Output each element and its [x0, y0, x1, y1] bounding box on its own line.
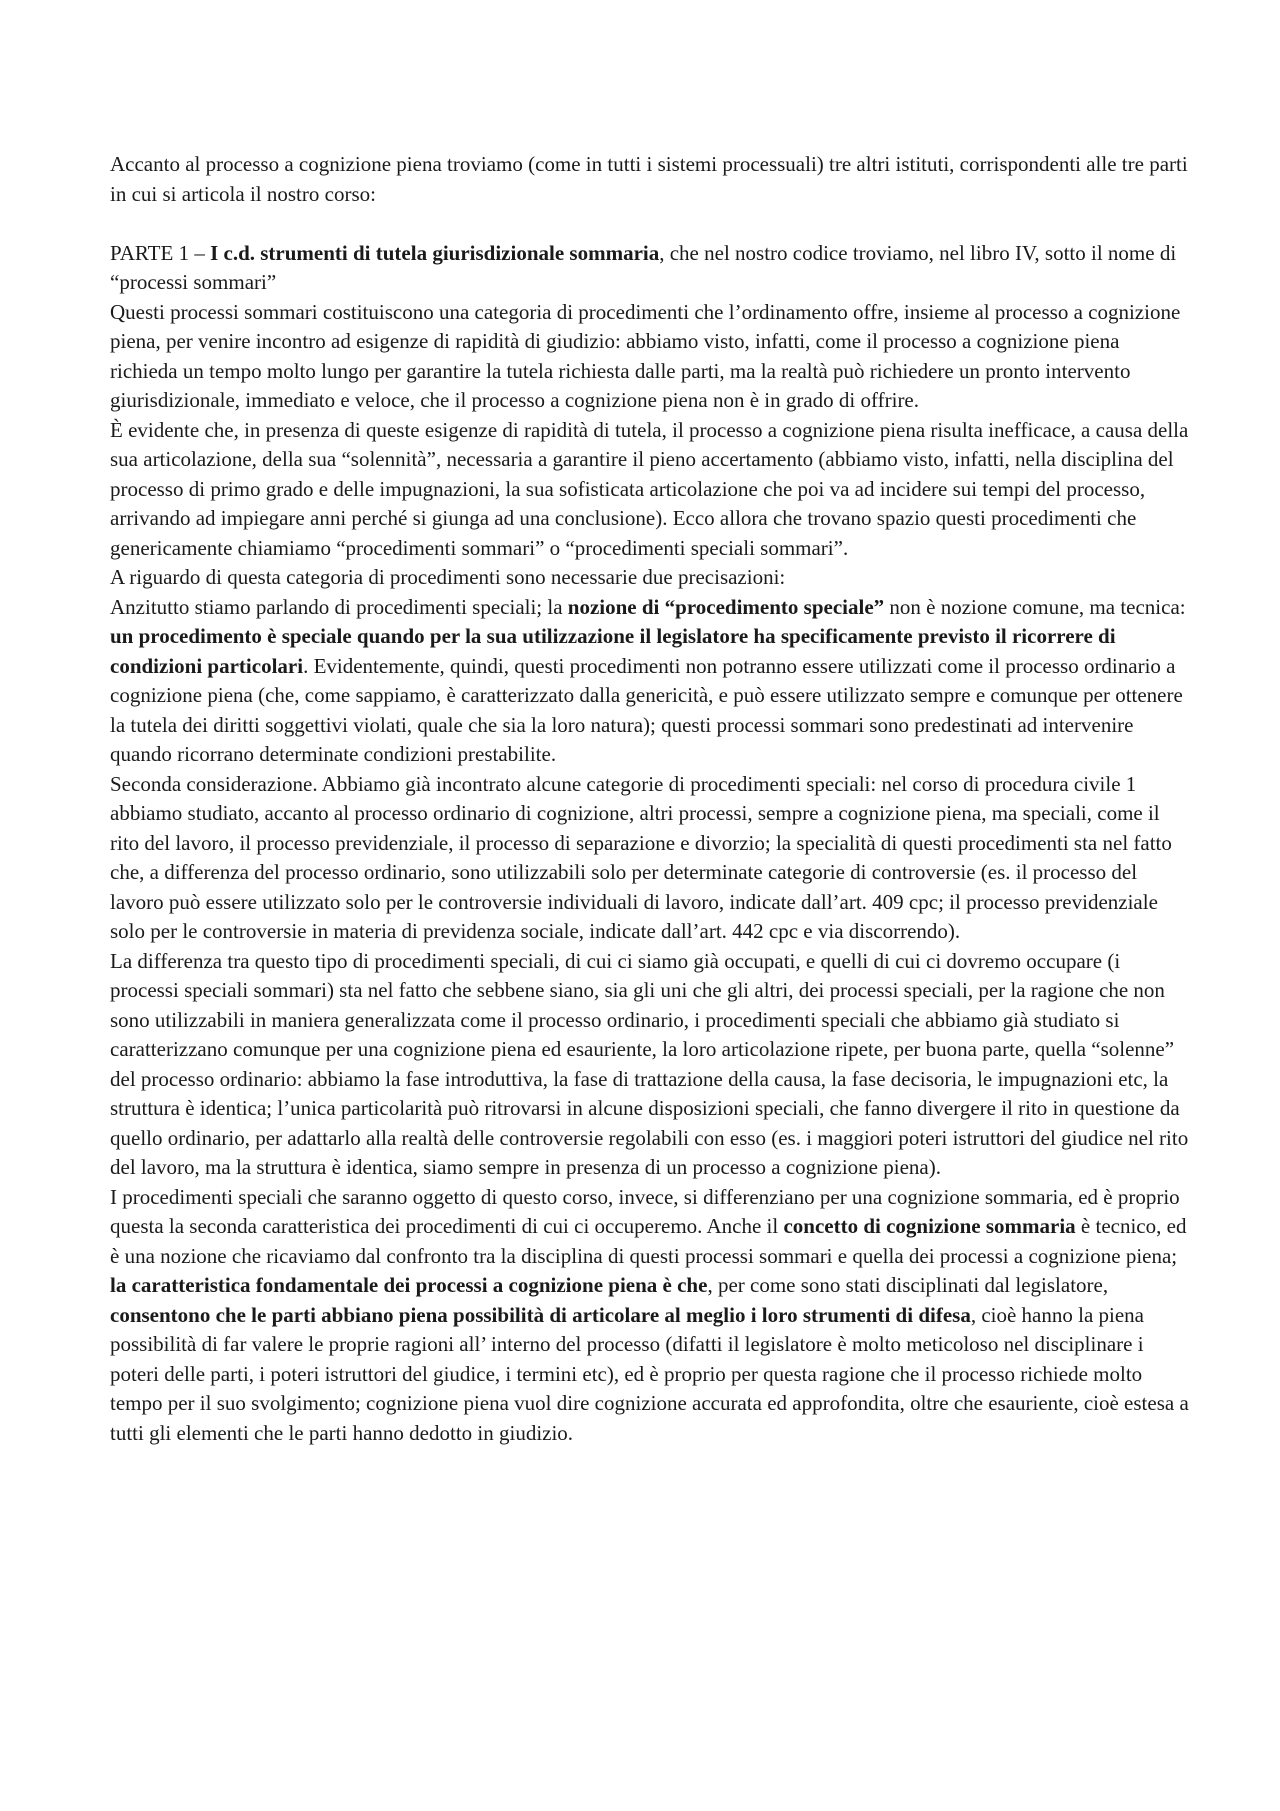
paragraph-3: A riguardo di questa categoria di procedimenti sono necessarie due precisazioni:: [110, 565, 786, 589]
p4-bold-1: nozione di “procedimento speciale”: [567, 594, 885, 619]
p4-text-3: . Evidentemente, quindi, questi procedimenti non potranno essere utilizzati come il processo ordinario a cognizione piena (che, come sappiamo, è caratterizzato dalla genericità, e può essere utilizzato sempre e comunque per ottenere la tutela dei diritti soggettivi violati, quale che sia la loro natura); questi processi sommari sono predestinati ad intervenire quando ricorrano determinate condizioni prestabilite.: [110, 653, 1183, 766]
document-body: [110, 150, 1190, 1448]
p7-bold-3: consentono che le parti abbiano piena possibilità di articolare al meglio i loro strumenti di difesa: [110, 1302, 971, 1327]
p7-bold-1: concetto di cognizione sommaria: [783, 1214, 1076, 1238]
paragraph-4: [110, 593, 1190, 770]
p7-text-4: , cioè hanno la piena possibilità di far valere le proprie ragioni all’ interno del processo (difatti il legislatore è molto meticoloso nel disciplinare i poteri delle parti, i poteri istruttori del giudice, i termini etc), ed è proprio per questa ragione che il processo richiede molto tempo per il suo svolgimento; cognizione piena vuol dire cognizione accurata ed approfondita, oltre che esauriente, cioè estesa a tutti gli elementi che le parti hanno dedotto in giudizio.: [110, 1302, 1189, 1445]
part1-suffix: , che nel nostro codice troviamo, nel libro IV, sotto il nome di “processi sommari”: [110, 240, 1177, 294]
paragraph-6: La differenza tra questo tipo di procedimenti speciali, di cui ci siamo già occupati, e quelli di cui ci dovremo occupare (i processi speciali sommari) sta nel fatto che sebbene siano, sia gli uni che gli altri, dei processi speciali, per la ragione che non sono utilizzabili in maniera generalizzata come il processo ordinario, i procedimenti speciali che abbiamo già studiato si caratterizzano comunque per una cognizione piena ed esauriente, la loro articolazione ripete, per buona parte, quella “solenne” del processo ordinario: abbiamo la fase introduttiva, la fase di trattazione della causa, la fase decisoria, le impugnazioni etc, la struttura è identica; l’unica particolarità può ritrovarsi in alcune disposizioni speciali, che fanno divergere il rito in questione da quello ordinario, per adattarlo alla realtà delle controversie regolabili con esso (es. i maggiori poteri istruttori del giudice nel rito del lavoro, ma la struttura è identica, siamo sempre in presenza di un processo a cognizione piena).: [110, 948, 1189, 1179]
paragraph-5: Seconda considerazione. Abbiamo già incontrato alcune categorie di procedimenti speciali: nel corso di procedura civile 1 abbiamo studiato, accanto al processo ordinario di cognizione, altri processi, sempre a cognizione piena, ma speciali, come il rito del lavoro, il processo previdenziale, il processo di separazione e divorzio; la specialità di questi procedimenti sta nel fatto che, a differenza del processo ordinario, sono utilizzabili solo per determinate categorie di controversie (es. il processo del lavoro può essere utilizzato solo per le controversie individuali di lavoro, indicate dall’art. 409 cpc; il processo previdenziale solo per le controversie in materia di previdenza sociale, indicate dall’art. 442 cpc e via discorrendo).: [110, 771, 1172, 943]
paragraph-2: È evidente che, in presenza di queste esigenze di rapidità di tutela, il processo a cognizione piena risulta inefficace, a causa della sua articolazione, della sua “solennità”, necessaria a garantire il pieno accertamento (abbiamo visto, infatti, nella disciplina del processo di primo grado e delle impugnazioni, la sua sofisticata articolazione che poi va ad incidere sui tempi del processo, arrivando ad impiegare anni perché si giunga ad una conclusione). Ecco allora che trovano spazio questi procedimenti che genericamente chiamiamo “procedimenti sommari” o “procedimenti speciali sommari”.: [110, 417, 1189, 560]
part1-title: I c.d. strumenti di tutela giurisdizionale sommaria: [210, 240, 660, 265]
p4-text-1: Anzitutto stiamo parlando di procedimenti speciali; la: [110, 594, 568, 619]
p7-text-1: I procedimenti speciali che saranno oggetto di questo corso, invece, si differenziano per una cognizione sommaria, ed è proprio questa la seconda caratteristica dei procedimenti di cui ci occuperemo. Anche il: [110, 1184, 1180, 1238]
intro-paragraph: Accanto al processo a cognizione piena troviamo (come in tutti i sistemi processuali) tre altri istituti, corrispondenti alle tre parti in cui si articola il nostro corso:: [110, 152, 1188, 206]
p7-text-3: , per come sono stati disciplinati dal legislatore,: [707, 1273, 1109, 1297]
p7-text-2: è tecnico, ed è una nozione che ricaviamo dal confronto tra la disciplina di questi processi sommari e quella dei processi a cognizione piena;: [110, 1214, 1187, 1268]
p7-bold-2: la caratteristica fondamentale dei processi a cognizione piena è che: [110, 1273, 708, 1297]
p4-text-2: non è nozione comune, ma tecnica:: [884, 594, 1186, 619]
p4-bold-2: un procedimento è speciale quando per la sua utilizzazione il legislatore ha specificamente previsto il ricorrere di condizioni particolari: [110, 624, 1116, 678]
paragraph-1: Questi processi sommari costituiscono una categoria di procedimenti che l’ordinamento offre, insieme al processo a cognizione piena, per venire incontro ad esigenze di rapidità di giudizio: abbiamo visto, infatti, come il processo a cognizione piena richieda un tempo molto lungo per garantire la tutela richiesta dalle parti, ma la realtà può richiedere un pronto intervento giurisdizionale, immediato e veloce, che il processo a cognizione piena non è in grado di offrire.: [110, 299, 1181, 412]
part1-heading-paragraph: [110, 239, 1190, 298]
part1-prefix: PARTE 1 –: [110, 240, 211, 265]
paragraph-spacer: [110, 209, 1190, 239]
paragraph-7: [110, 1183, 1190, 1449]
